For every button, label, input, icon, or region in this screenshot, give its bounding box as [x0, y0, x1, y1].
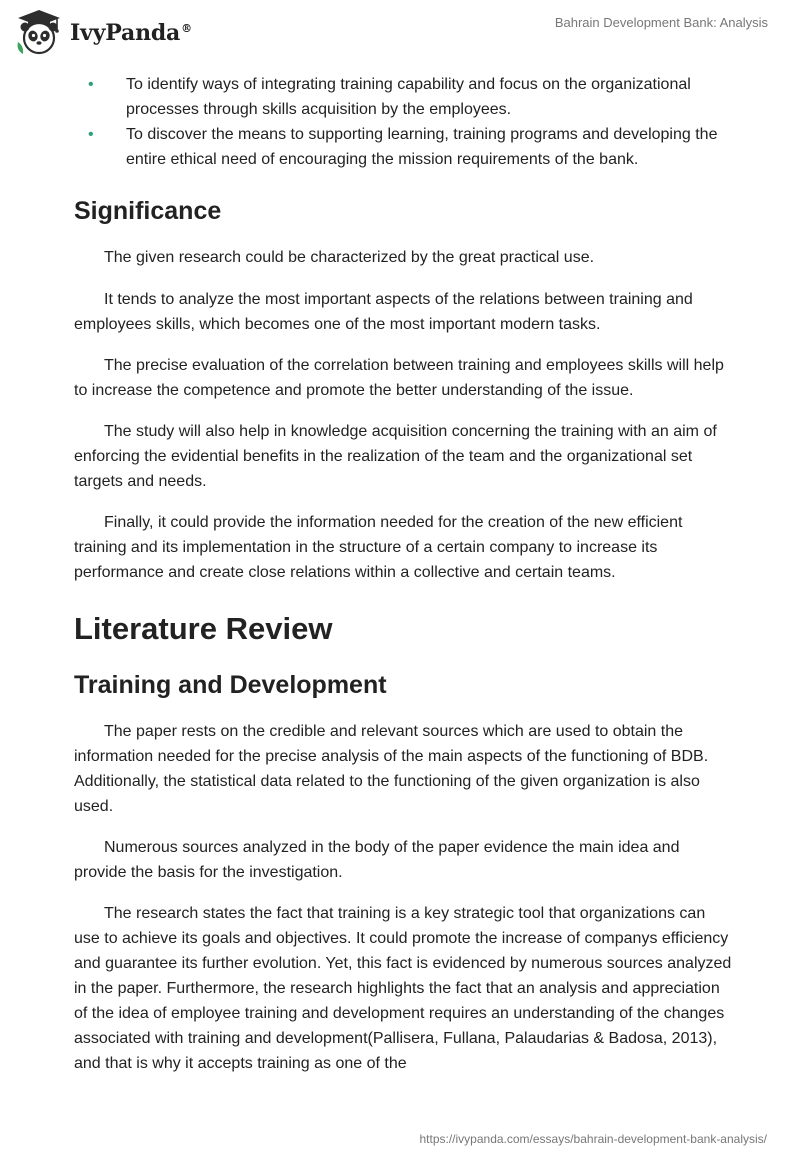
paragraph: The paper rests on the credible and relevant sources which are used to obtain the information needed for the precise analysis of the main aspects of the functioning of BDB. Additionally, the statistical data related to the functioning of the given organization is also used. [74, 723, 709, 815]
paragraph: Numerous sources analyzed in the body of the paper evidence the main idea and provide the basis for the investigation. [74, 839, 680, 881]
logo-text: IvyPanda® [70, 20, 192, 46]
paragraph: It tends to analyze the most important aspects of the relations between training and employees skills, which becomes one of the most important modern tasks. [74, 291, 693, 333]
bullet-icon: • [88, 76, 94, 93]
panda-logo-icon [14, 8, 64, 56]
list-item: • To identify ways of integrating training capability and focus on the organizational processes through skills acquisition by the employees. [74, 72, 734, 122]
objectives-list [74, 72, 734, 172]
document-title: Bahrain Development Bank: Analysis [554, 15, 768, 30]
paragraph: The study will also help in knowledge acquisition concerning the training with an aim of enforcing the evidential benefits in the realization of the team and the organizational set targets and needs. [74, 423, 717, 490]
article-content [74, 72, 734, 1076]
source-url-link[interactable]: https://ivypanda.com/essays/bahrain-development-bank-analysis/ [419, 1132, 767, 1146]
paragraph: The research states the fact that training is a key strategic tool that organizations can use to achieve its goals and objectives. It could promote the increase of companys efficiency and guarantee its further evolution. Yet, this fact is evidenced by numerous sources analyzed in the paper. Furthermore, the research highlights the fact that an analysis and appreciation of the idea of employee training and development requires an understanding of the changes associated with training and development(Pallisera, Fullana, Palaudarias & Badosa, 2013), and that is why it accepts training as one of the [74, 905, 732, 1072]
page-header [0, 0, 800, 64]
paragraph: Finally, it could provide the information needed for the creation of the new efficient training and its implementation in the structure of a certain company to increase its performance and create close relations within a collective and certain teams. [74, 514, 683, 581]
paragraph: The precise evaluation of the correlation between training and employees skills will help to increase the competence and promote the better understanding of the issue. [74, 357, 724, 399]
literature-review-heading: Literature Review [74, 611, 333, 646]
logo[interactable] [14, 8, 192, 56]
paragraph: The given research could be characterized by the great practical use. [104, 249, 595, 266]
significance-heading: Significance [74, 197, 222, 225]
bullet-icon: • [88, 126, 94, 143]
list-item: • To discover the means to supporting learning, training programs and developing the entire ethical need of encouraging the mission requirements of the bank. [74, 122, 734, 172]
training-development-heading: Training and Development [74, 671, 387, 699]
